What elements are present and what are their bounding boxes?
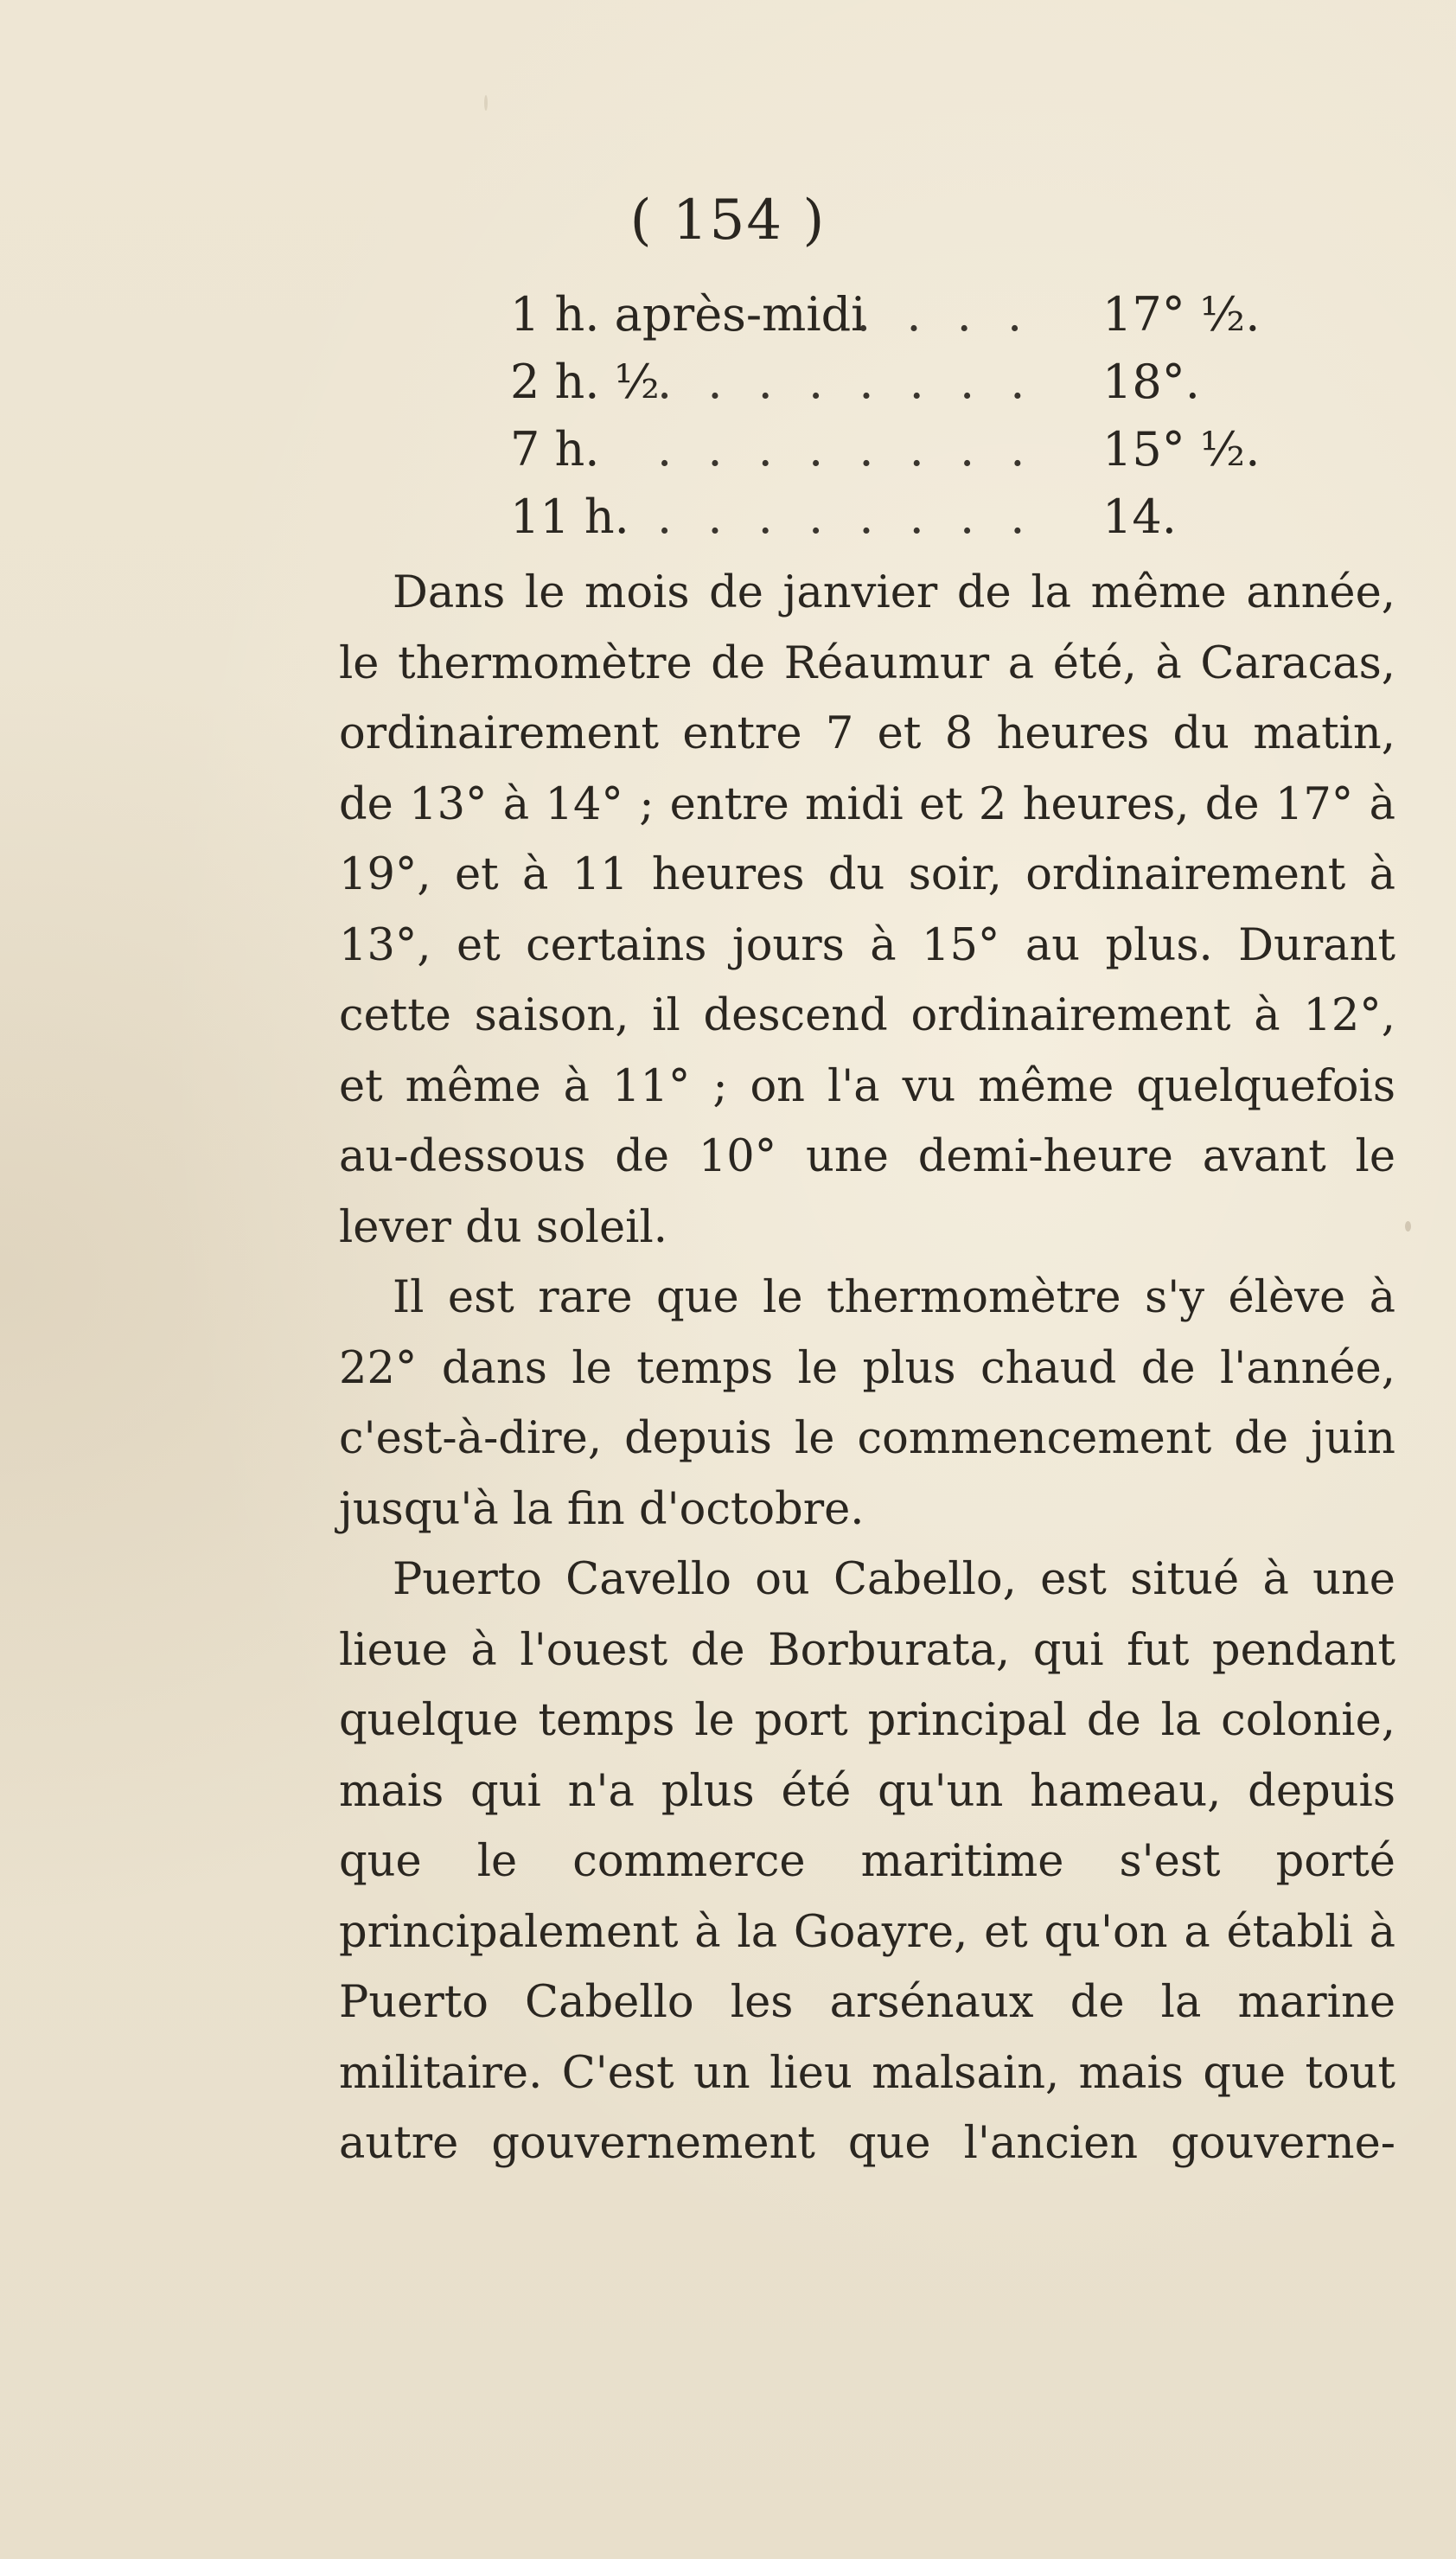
- page-number: ( 154 ): [629, 189, 827, 253]
- row-time: 7 h.: [510, 422, 600, 477]
- row-temperature: 18°.: [1102, 355, 1200, 409]
- row-time: 1 h. après-midi: [510, 287, 866, 342]
- paragraph: Dans le mois de janvier de la même année, le thermomètre de Réaumur a été, à Caracas, ordinairement entre 7 et 8 heures du matin, de 13° à 14° ; entre midi et 2 heures, de 17° à 19°, et à 11 heures du soir, ordinairement à 13°, et certains jours à 15° au plus. Durant cette saison, il descend ordinairement à 12°, et même à 11° ; on l'a vu même quelquefois au-dessous de 10° une demi-heure avant le lever du soleil.: [339, 567, 1395, 1253]
- row-time: 2 h. ½: [510, 355, 660, 409]
- paragraph: Il est rare que le thermomètre s'y élève à 22° dans le temps le plus chaud de l'année, c'est-à-dire, depuis le commencement de juin jusqu'à la fin d'octobre.: [339, 1272, 1395, 1535]
- dot-leader: . . . . . . . .: [657, 489, 1036, 544]
- paper-speck: [1405, 1221, 1411, 1232]
- dot-leader: . . . . . . . .: [657, 355, 1036, 409]
- row-temperature: 14.: [1102, 489, 1177, 544]
- table-row: [510, 483, 1202, 551]
- row-temperature: 15° ½.: [1102, 422, 1261, 477]
- row-time: 11 h.: [510, 489, 629, 544]
- temperature-table: [510, 281, 1261, 551]
- table-row: [510, 281, 1261, 349]
- dot-leader: . . . .: [856, 287, 1033, 342]
- dot-leader: . . . . . . . .: [657, 422, 1036, 477]
- body-text: [339, 558, 1395, 2179]
- table-row: [510, 349, 1202, 416]
- table-row: [510, 416, 1261, 483]
- row-temperature: 17° ½.: [1102, 287, 1261, 342]
- paper-speck: [484, 95, 488, 111]
- paragraph: Puerto Cavello ou Cabello, est situé à une lieue à l'ouest de Borburata, qui fut pendant quelque temps le port principal de la colonie, mais qui n'a plus été qu'un hameau, depuis que le commerce maritime s'est porté principalement à la Goayre, et qu'on a établi à Puerto Cabello les arsénaux de la marine militaire. C'est un lieu malsain, mais que tout autre gouvernement que l'ancien gouverne-: [339, 1554, 1395, 2169]
